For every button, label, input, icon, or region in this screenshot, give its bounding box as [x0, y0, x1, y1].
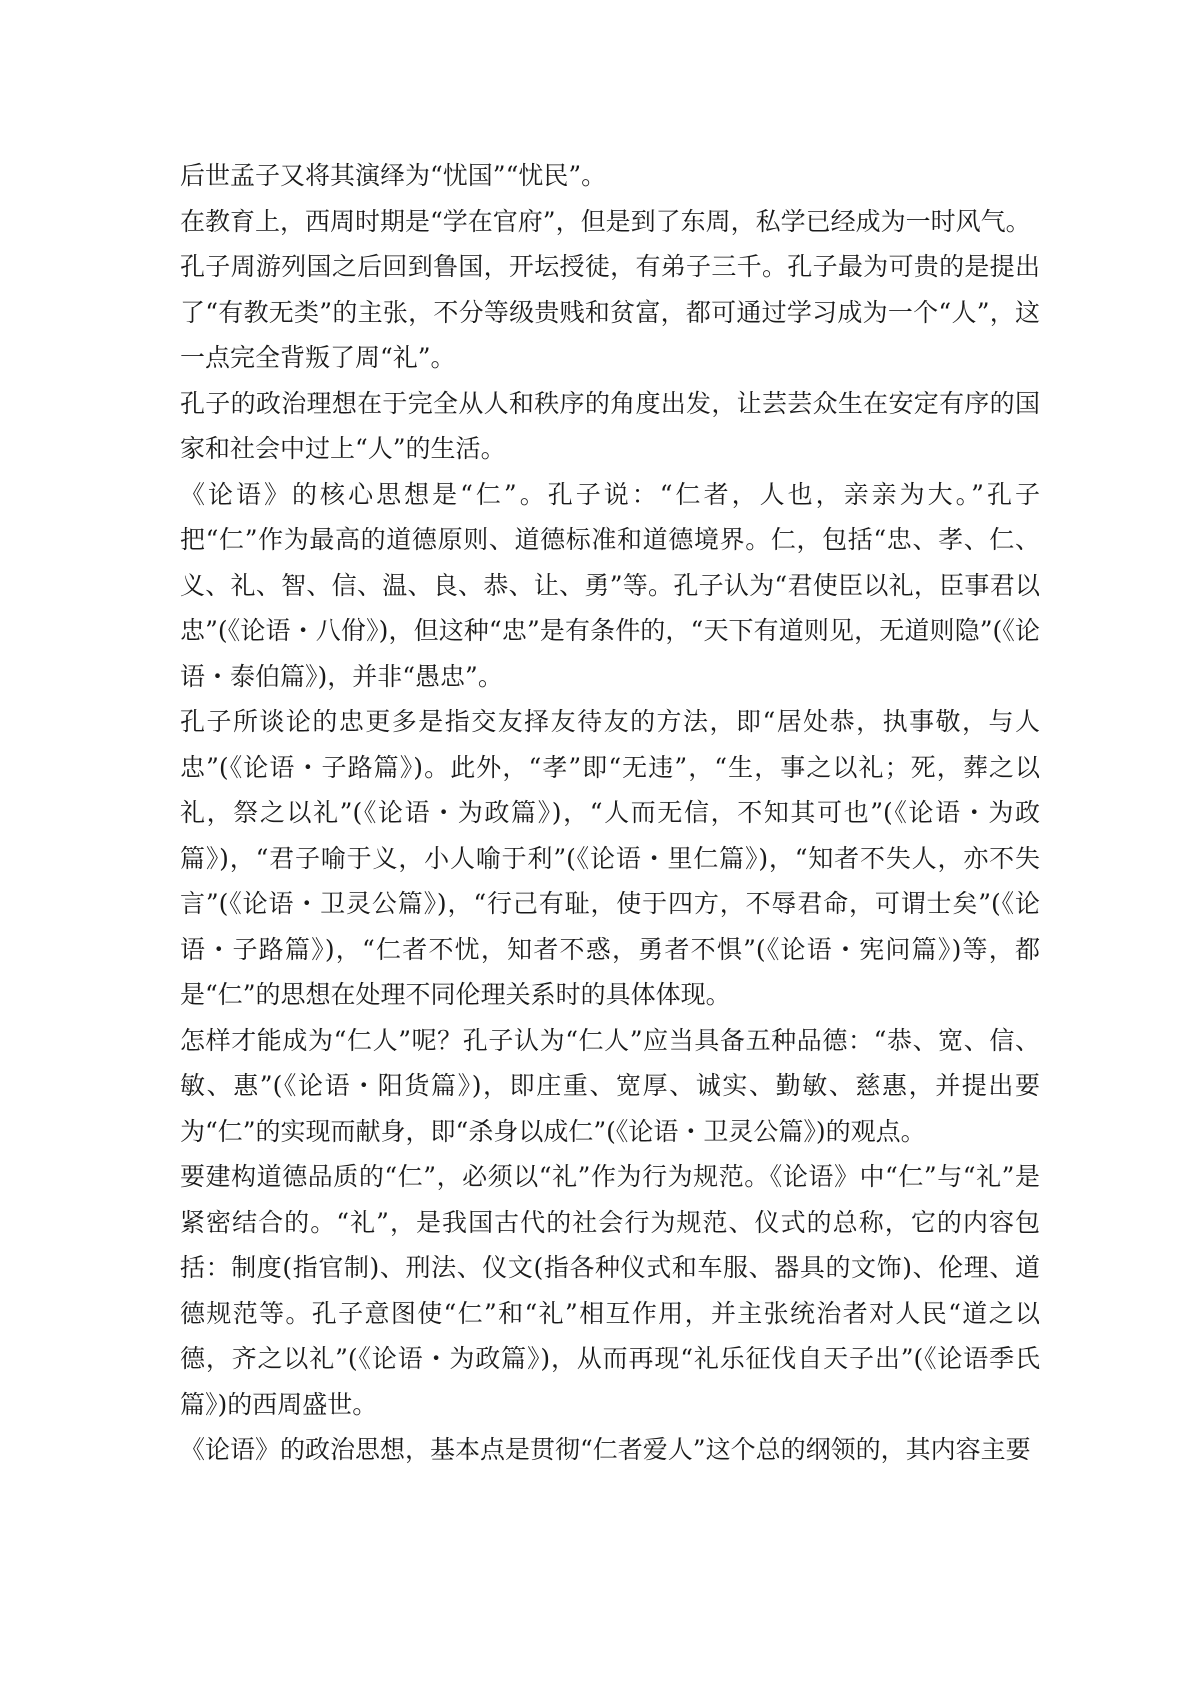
paragraph-7: 怎样才能成为“仁人”呢？孔子认为“仁人”应当具备五种品德：“恭、宽、信、敏、惠”(《论语・阳货篇》)，即庄重、宽厚、诚实、勤敏、慈惠，并提出要为“仁”的实现而献身，即“杀身以成仁”(《论语・卫灵公篇》)的观点。 [180, 1025, 1040, 1146]
paragraph-3: 孔子周游列国之后回到鲁国，开坛授徒，有弟子三千。孔子最为可贵的是提出了“有教无类”的主张，不分等级贵贱和贫富，都可通过学习成为一个“人”，这一点完全背叛了周“礼”。 [180, 252, 1040, 372]
document-body [180, 153, 1040, 1473]
paragraph-1: 后世孟子又将其演绎为“忧国”“忧民”。 [180, 161, 607, 190]
paragraph-4: 孔子的政治理想在于完全从人和秩序的角度出发，让芸芸众生在安定有序的国家和社会中过上“人”的生活。 [180, 388, 1040, 463]
paragraph-5: 《论语》的核心思想是“仁”。孔子说：“仁者，人也，亲亲为大。”孔子把“仁”作为最高的道德原则、道德标准和道德境界。仁，包括“忠、孝、仁、义、礼、智、信、温、良、恭、让、勇”等。孔子认为“君使臣以礼，臣事君以忠”(《论语・八佾》)，但这种“忠”是有条件的，“天下有道则见，无道则隐”(《论语・泰伯篇》)，并非“愚忠”。 [180, 479, 1040, 691]
paragraph-8: 要建构道德品质的“仁”，必须以“礼”作为行为规范。《论语》中“仁”与“礼”是紧密结合的。“礼”，是我国古代的社会行为规范、仪式的总称，它的内容包括：制度(指官制)、刑法、仪文(指各种仪式和车服、器具的文饰)、伦理、道德规范等。孔子意图使“仁”和“礼”相互作用，并主张统治者对人民“道之以德，齐之以礼”(《论语・为政篇》)，从而再现“礼乐征伐自天子出”(《论语季氏篇》)的西周盛世。 [180, 1162, 1040, 1419]
paragraph-9: 《论语》的政治思想，基本点是贯彻“仁者爱人”这个总的纲领的，其内容主要 [180, 1435, 1031, 1464]
paragraph-2: 在教育上，西周时期是“学在官府”，但是到了东周，私学已经成为一时风气。 [180, 206, 1031, 236]
paragraph-6: 孔子所谈论的忠更多是指交友择友待友的方法，即“居处恭，执事敬，与人忠”(《论语・子路篇》)。此外，“孝”即“无违”，“生，事之以礼；死，葬之以礼，祭之以礼”(《论语・为政篇》)，“人而无信，不知其可也”(《论语・为政篇》)，“君子喻于义，小人喻于利”(《论语・里仁篇》)，“知者不失人，亦不失言”(《论语・卫灵公篇》)，“行己有耻，使于四方，不辱君命，可谓士矣”(《论语・子路篇》)，“仁者不忧，知者不惑，勇者不惧”(《论语・宪问篇》)等，都是“仁”的思想在处理不同伦理关系时的具体体现。 [180, 707, 1040, 1009]
